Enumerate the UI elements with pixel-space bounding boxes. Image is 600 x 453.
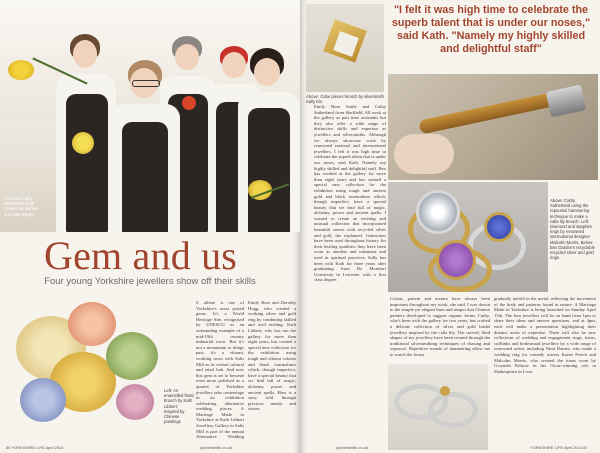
yellow-flower-bouquet-icon (8, 60, 34, 80)
gold-bead-icon (440, 386, 450, 396)
right-body-col-3 (494, 296, 596, 446)
hammering-photo (388, 74, 598, 180)
amethyst-gem-icon (436, 240, 476, 280)
page-subtitle: Four young Yorkshire jewellers show off their skills (44, 276, 256, 287)
body-text: S alfaire is one of Yorkshire's most prized gems. It's a World Heritage Site, recognised by UNESCO as an outstanding example of a mid-19th century industrial town. But it's not a monument to things past; it's a vibrant, working town with Salts Mill as its central cultural and retail hub. And now this gem is set to become even more polished as a quartet of Yorkshire jewellers take centrestage in an exhibition celebrating alternative wedding pieces. A Marriage Made in Yorkshire at Kath Libbert Jewellery Gallery in Salts Mill is part of the annual Alternative Wedding (196, 300, 244, 440)
yellow-flower-bouquet-icon (72, 132, 94, 154)
right-body-col-2 (390, 296, 490, 364)
diamond-gem-icon (416, 190, 460, 234)
gemstone-rings-photo (388, 182, 548, 292)
body-text: Emily Ross and Dorothy Hogg, who created a working silver and gold ring by combining skilled and acid etching. Kath Libbert, who has run the gallery for more than eight years, has created a special new collection for the exhibition using tough and vibrant colours and black tourmalines which, though imperfect, have a special beauty that we find full of magic, alchemy, power and ancient spells. Hers is a story told through precious metals and stones. (248, 300, 296, 412)
right-body-col-1 (314, 104, 386, 444)
left-folio-url: yorkshirelife.co.uk (200, 445, 233, 450)
right-folio-url: yorkshirelife.co.uk (336, 445, 369, 450)
cube-brooch-photo (306, 4, 384, 92)
right-folio: YORKSHIRE LIFE April 2014 87 (530, 445, 588, 450)
cube-caption: Above: Cube pieces brooch by silversmith Sally Eio (306, 94, 384, 105)
body-text: Colour, pattern and texture have always been important throughout my work, she said. I was drawn to the simple yet elegant lines and shapes that Chinese painters developed to suggest organic forms. Cathy, who's been with the gallery for two years, has crafted a delicate collection of silver and gold bridal jewellery inspired by the calla lily. The curved, fluid shapes of my jewellery have been created through the traditional silversmithing techniques of chasing and repoussé. Repetitive rounds of hammering allow me to watch the forms (390, 296, 490, 357)
left-folio: 86 YORKSHIRE LIFE April 2014 (6, 445, 64, 450)
silver-rings-photo (388, 364, 488, 450)
brooch-caption: Left: An enamelled floral brooch by Kath Libbert; Inspired by Chinese paintings (164, 388, 194, 425)
hero-caption: From left Cathy Sutherland Kath Libbert Nic Barlow and Kate Bryant (4, 196, 38, 217)
pull-quote: "I felt it was high time to celebrate the superb talent that is under our noses," said Kath. "Namely my highly skilled and delightful staff" (391, 4, 591, 55)
body-text: gradually unfold in the metal, reflecting the movement of the body and patterns found in nature. A Marriage Made in Yorkshire is being launched on Sunday April 13th. The four jewellers will be on hand from 1pm to share their ideas and answer questions, and at 4pm, each will make a presentation highlighting their distinct areas of expertise. There will also be new collections of wedding and engagement rings, tiaras, cufflinks and bridesmaid jewellery by a wide range of renowned artists including Nimi Dames, who made a wedding ring for comedy actress Karen Fretch and Malcolm Morris, who created the tiaras worn by Gwyneth Paltrow in her Oscar-winning role in Shakespeare in Love. (494, 296, 596, 374)
body-text: Emily Rose Sattle and Cathy Sutherland from Sheffield. All work at the gallery as part time assistants but they also offer a wide range of distinctive skills and expertise as jewellers and silversmiths. Although we always showcase work by renowned national and international jewellers, I felt it was high time to celebrate the superb talent that is under our noses, said Kath. Namely my highly skilled and delightful staff. Bex has worked at the gallery for more than eight years and has created a special new collection for the exhibition using tough and ancient gold and black tourmalines which, though imperfect, have a special beauty that we find full of magic, alchemy, power and ancient spells. I wanted to create an exciting and unusual collection that incorporated beautiful stones with recycled silver and gold, she explained. Gemstones have been used throughout history for their healing qualities; they have been worn as amulets and talismans and used in spiritual practices. Sally has been with Kath for three years after graduating from De Montfort University in Leicester with a first class degree. (314, 104, 386, 283)
left-body-col-1 (196, 300, 244, 440)
jeweller-figure-4 (110, 60, 180, 232)
page-title: Gem and us (44, 233, 238, 278)
rings-caption: Above: Cathy Sutherland using the repoussé hammering technique to make a calla lily brooch. Left: Diamond and sapphire rings by renowned international designer Malcolm Morris. Below: Bex Darden's recyclable recycled silver and gold rings (550, 198, 596, 261)
sapphire-gem-icon (484, 212, 514, 242)
jeweller-figure-5 (238, 48, 300, 232)
enamel-brooch-photo (10, 298, 170, 438)
hero-photo (0, 0, 300, 232)
left-body-col-2 (248, 300, 296, 440)
red-flower-icon (182, 96, 196, 110)
